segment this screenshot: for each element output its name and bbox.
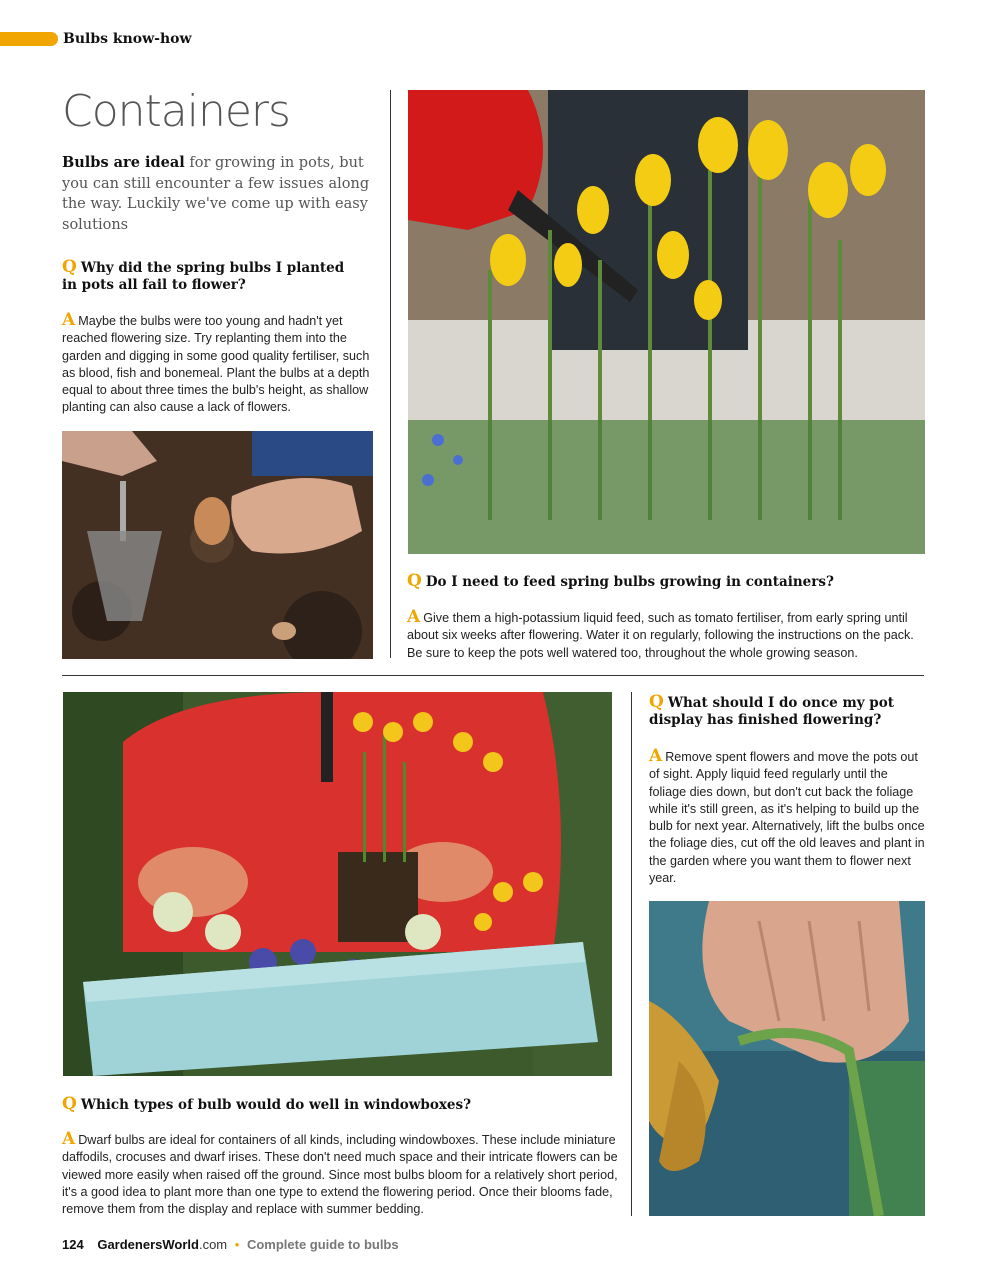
intro-bold: Bulbs are ideal: [62, 154, 185, 171]
intro-text: for growing in pots, but you can still encounter a few issues along the way. Luckily we've come up with easy solutions: [62, 155, 370, 233]
photo-watering-tulips: [408, 90, 925, 554]
column-divider-bottom: [631, 692, 632, 1216]
column-divider: [390, 90, 391, 658]
section-divider: [62, 675, 924, 676]
q-marker: Q: [649, 692, 664, 712]
question-2: Q Do I need to feed spring bulbs growing in containers?: [407, 571, 834, 591]
answer-3: A Remove spent flowers and move the pots out of sight. Apply liquid feed regularly until the foliage dies down, but don't cut back the foliage while it's still green, as it's helping to build up the bulb for next year. Alternatively, lift the bulbs once the foliage dies, cut off the old leaves and plant in the garden where you want them to flower next year.: [649, 746, 925, 886]
q-marker: Q: [62, 257, 77, 277]
question-4: Q Which types of bulb would do well in windowboxes?: [62, 1094, 471, 1114]
footer-brand: GardenersWorld: [97, 1237, 199, 1252]
a-marker: A: [62, 310, 76, 330]
a-marker: A: [62, 1129, 76, 1149]
footer-guide-title: Complete guide to bulbs: [246, 1237, 399, 1252]
question-1: Q Why did the spring bulbs I planted in pots all fail to flower?: [62, 257, 345, 293]
photo-planting-bulbs: [62, 431, 373, 659]
q-marker: Q: [62, 1094, 77, 1114]
section-tab-marker: [0, 32, 58, 46]
section-label: Bulbs know-how: [63, 31, 192, 47]
a-marker: A: [407, 607, 421, 627]
page-title: Containers: [62, 86, 290, 137]
page-footer: [62, 1237, 399, 1252]
footer-bullet: •: [234, 1237, 240, 1252]
answer-2: A Give them a high-potassium liquid feed, such as tomato fertiliser, from early spring until about six weeks after flowering. Water it on regularly, following the instructions on the pack. Be sure to keep the pots well watered too, throughout the whole growing season.: [407, 607, 914, 660]
intro-paragraph: [62, 153, 382, 235]
footer-domain: .com: [198, 1237, 228, 1252]
a-marker: A: [649, 746, 663, 766]
answer-4: A Dwarf bulbs are ideal for containers of all kinds, including windowboxes. These include miniature daffodils, crocuses and dwarf irises. These don't need much space and their intricate flowers can be viewed more easily when raised off the ground. Since most bulbs bloom for a relatively short period, it's a good idea to plant more than one type to extend the flowering period. Once their blooms fade, remove them from the display and replace with summer bedding.: [62, 1129, 618, 1217]
page-number: 124: [62, 1237, 84, 1252]
photo-spent-daffodil: [649, 901, 925, 1216]
question-3: Q What should I do once my pot display has finished flowering?: [649, 692, 894, 728]
answer-1: A Maybe the bulbs were too young and hadn't yet reached flowering size. Try replanting them into the garden and digging in some good quality fertiliser, such as blood, fish and bonemeal. Plant the bulbs at a depth equal to about three times the bulb's height, as shallow planting can also cause a lack of flowers.: [62, 310, 370, 415]
q-marker: Q: [407, 571, 422, 591]
photo-windowbox-planting: [63, 692, 612, 1076]
